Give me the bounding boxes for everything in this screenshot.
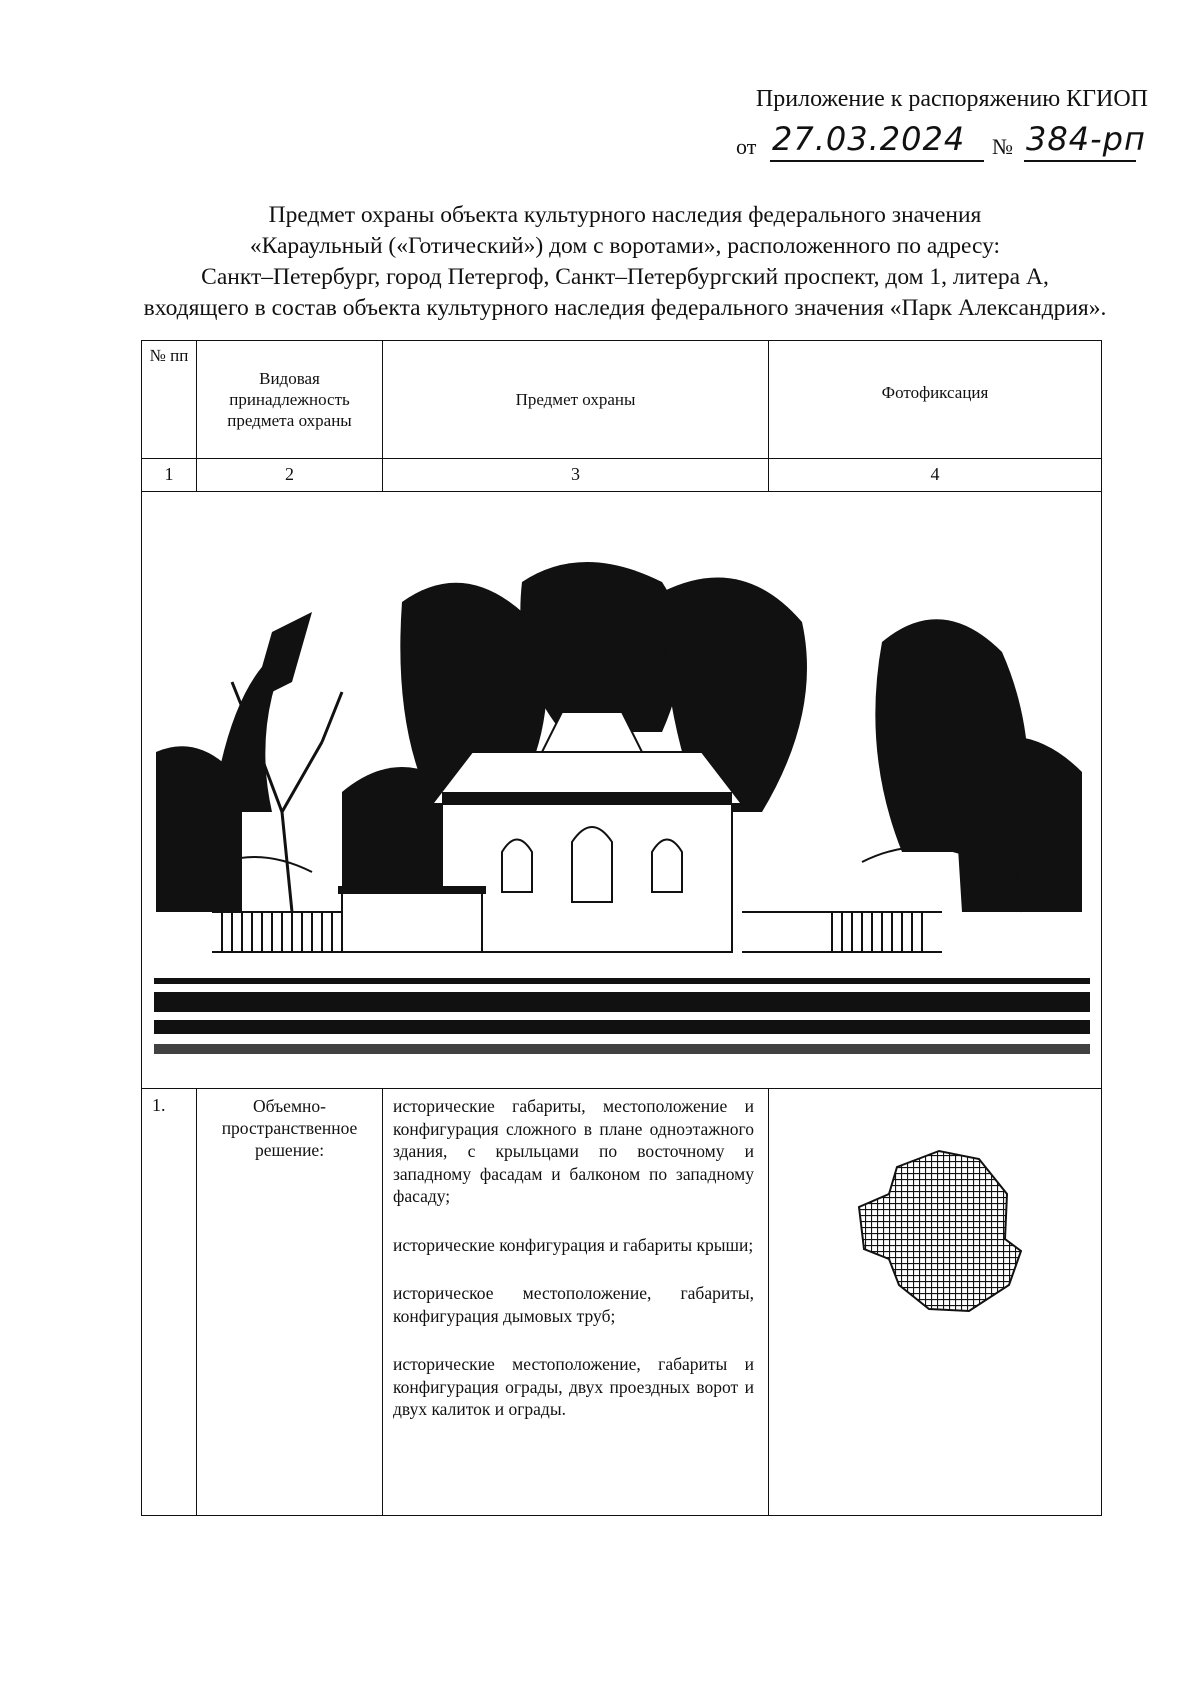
col-number: 3 [383, 459, 769, 492]
protection-item: исторические габариты, местоположение и конфигурация сложного в плане одноэтажного здания, с крыльцами по восточному и западному фасадам и балконом по западному фасаду; [393, 1096, 754, 1206]
header-subject: Предмет охраны [383, 341, 769, 459]
appendix-line: Приложение к распоряжению КГИОП [755, 86, 1148, 112]
table-row [142, 1089, 1102, 1516]
handwritten-number: 384-рп [1026, 120, 1146, 158]
row-items [383, 1089, 769, 1516]
from-label: от [736, 134, 757, 159]
protection-item: историческое местоположение, габариты, конфигурация дымовых труб; [393, 1283, 754, 1326]
date-number-line [736, 120, 1146, 170]
row-number: 1. [142, 1089, 197, 1516]
col-number: 1 [142, 459, 197, 492]
header-type: Видовая принадлежность предмета охраны [197, 341, 383, 459]
date-underline [770, 160, 984, 162]
row-photo-cell [769, 1089, 1102, 1516]
protection-table [141, 340, 1102, 1516]
header-photo: Фотофиксация [769, 341, 1102, 459]
number-underline [1024, 160, 1136, 162]
col-number: 2 [197, 459, 383, 492]
title-line: Предмет охраны объекта культурного наследия федерального значения [268, 202, 982, 228]
plan-scheme [769, 1089, 1102, 1509]
column-number-row [142, 459, 1102, 492]
title-line: входящего в состав объекта культурного наследия федерального значения «Парк Александрия». [143, 295, 1107, 321]
title-line: «Караульный («Готический») дом с воротами», расположенного по адресу: [249, 233, 1001, 259]
document-title [100, 200, 1150, 324]
header-row [142, 341, 1102, 459]
protection-item: исторические конфигурация и габариты крыши; [393, 1234, 754, 1255]
row-type: Объемно-пространственное решение: [197, 1089, 383, 1516]
protection-item: исторические местоположение, габариты и конфигурация ограды, двух проездных ворот и двух калиток и ограды. [393, 1354, 754, 1419]
gatehouse-photo [142, 492, 1102, 1088]
handwritten-date: 27.03.2024 [772, 120, 966, 158]
header-num: № пп [142, 341, 197, 459]
number-label: № [992, 134, 1013, 159]
title-line: Санкт–Петербург, город Петергоф, Санкт–Петербургский проспект, дом 1, литера А, [201, 264, 1049, 290]
photo-row [142, 492, 1102, 1089]
col-number: 4 [769, 459, 1102, 492]
plan-shape [859, 1151, 1021, 1311]
photo-cell [142, 492, 1102, 1089]
